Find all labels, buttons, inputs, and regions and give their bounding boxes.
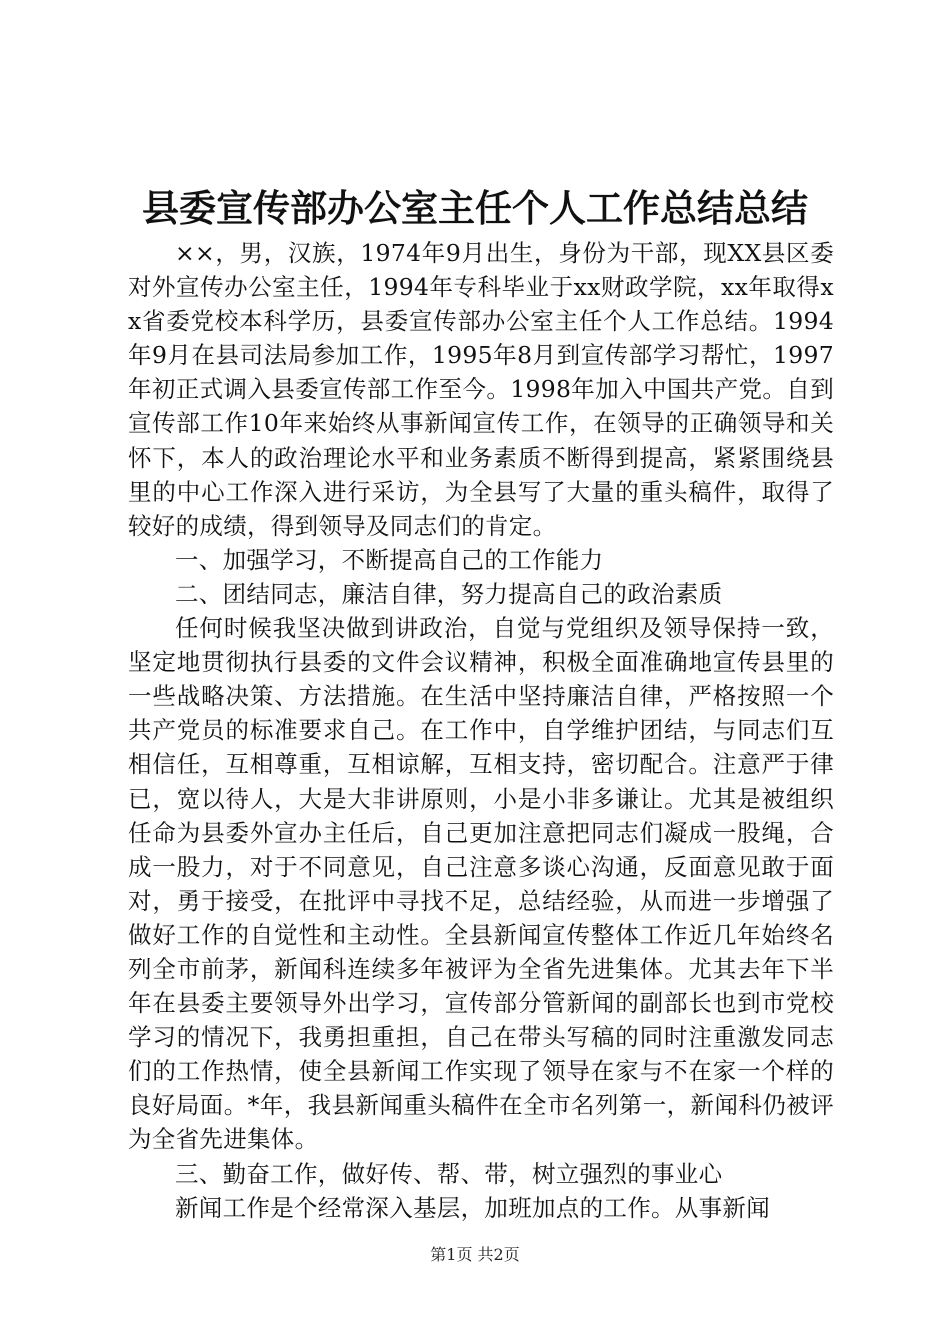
paragraph-section-3: 新闻工作是个经常深入基层，加班加点的工作。从事新闻 [175,1193,770,1222]
paragraph-intro: ××，男，汉族，1974年9月出生，身份为干部，现XX县区委对外宣传办公室主任，1994年专科毕业于xx财政学院，xx年取得xx省委党校本科学历，县委宣传部办公室主任个人工作总结。1994年9月在县司法局参加工作，1995年8月到宣传部学习帮忙，1997年初正式调入县委宣传部工作至今。1998年加入中国共产党。自到宣传部工作10年来始终从事新闻宣传工作，在领导的正确领导和关怀下，本人的政治理论水平和业务素质不断得到提高，紧紧围绕县里的中心工作深入进行采访，为全县写了大量的重头稿件，取得了较好的成绩，得到领导及同志们的肯定。 [128,239,834,540]
document-body [128,236,834,1225]
section-heading-2: 二、团结同志，廉洁自律，努力提高自己的政治素质 [175,579,723,608]
section-heading-3: 三、勤奋工作，做好传、帮、带，树立强烈的事业心 [175,1159,723,1188]
page-number-footer: 第1页 共2页 [430,1245,520,1264]
document-title: 县委宣传部办公室主任个人工作总结总结 [142,186,808,230]
paragraph-section-2: 任何时候我坚决做到讲政治，自觉与党组织及领导保持一致，坚定地贯彻执行县委的文件会议精神，积极全面准确地宣传县里的一些战略决策、方法措施。在生活中坚持廉洁自律，严格按照一个共产党员的标准要求自己。在工作中，自学维护团结，与同志们互相信任，互相尊重，互相谅解，互相支持，密切配合。注意严于律已，宽以待人，大是大非讲原则，小是小非多谦让。尤其是被组织任命为县委外宣办主任后，自己更加注意把同志们凝成一股绳，合成一股力，对于不同意见，自己注意多谈心沟通，反面意见敢于面对，勇于接受，在批评中寻找不足，总结经验，从而进一步增强了做好工作的自觉性和主动性。全县新闻宣传整体工作近几年始终名列全市前茅，新闻科连续多年被评为全省先进集体。尤其去年下半年在县委主要领导外出学习，宣传部分管新闻的副部长也到市党校学习的情况下，我勇担重担，自己在带头写稿的同时注重激发同志们的工作热情，使全县新闻工作实现了领导在家与不在家一个样的良好局面。*年，我县新闻重头稿件在全市名列第一，新闻科仍被评为全省先进集体。 [128,614,834,1154]
section-heading-1: 一、加强学习，不断提高自己的工作能力 [175,545,604,574]
